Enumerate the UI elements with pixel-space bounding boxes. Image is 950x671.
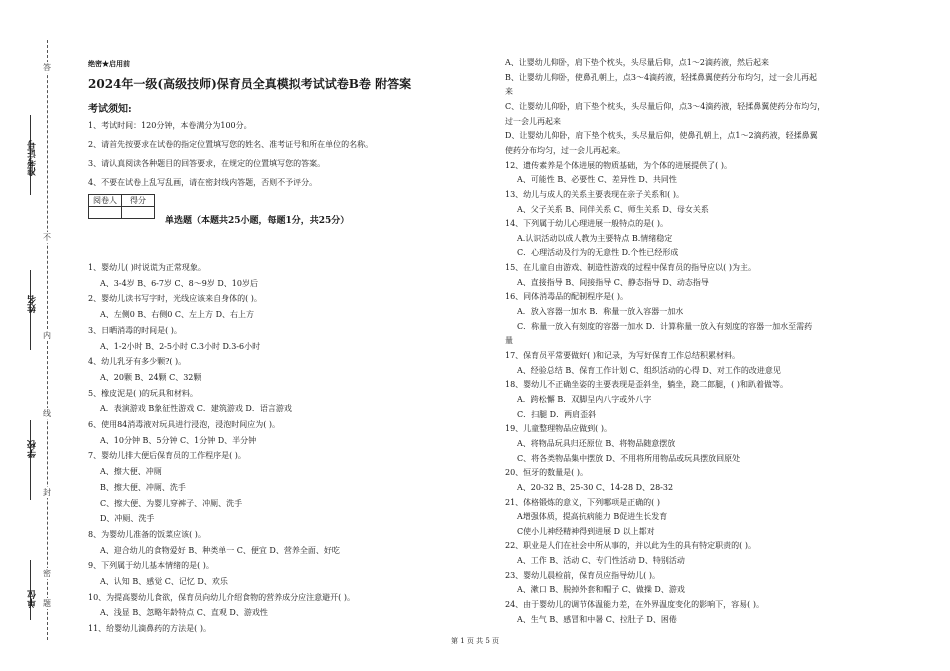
section-heading: 单选题（本题共25小题，每题1分，共25分） — [165, 216, 350, 226]
question-line: A、漱口 B、脱掉外套和帽子 C、做操 D、游戏 — [517, 585, 685, 595]
question-line: A、经验总结 B、保育工作计划 C、组织活动的心得 D、对工作的改进意见 — [517, 365, 781, 375]
question-line: A、左侧0 B、右侧0 C、左上方 D、右上方 — [100, 310, 254, 320]
notice-item: 2、请首先按要求在试卷的指定位置填写您的姓名、准考证号和所在单位的名称。 — [88, 140, 374, 149]
question-line: A、20-32 B、25-30 C、14-28 D、28-32 — [517, 482, 674, 492]
question-line: D、让婴幼儿仰卧，肩下垫个枕头，头尽量后仰，使鼻孔朝上，点1～2滴药液，轻揉鼻翼 — [505, 131, 818, 141]
notice-item: 3、请认真阅读各种题目的回答要求，在规定的位置填写您的答案。 — [88, 159, 326, 168]
secret-mark: 绝密★启用前 — [88, 59, 130, 68]
question-line: A．放入容器一加水 B．称量一放入容器一加水 — [517, 307, 684, 317]
question-line: A、擦大便、冲厕 — [100, 467, 162, 477]
notice-heading: 考试须知: — [88, 104, 132, 115]
question-line: 19、儿童整理物品应做到( )。 — [505, 424, 612, 434]
question-line: 4、幼儿乳牙有多少颗?( )。 — [88, 357, 187, 367]
question-line: C使小儿神经精神得到进展 D 以上都对 — [517, 526, 655, 536]
question-line: A、工作 B、活动 C、专门性活动 D、特别活动 — [517, 556, 685, 566]
question-line: 来 — [505, 87, 513, 97]
question-line: 15、在儿童自由游戏、制造性游戏的过程中保育员的指导应以( )为主。 — [505, 263, 756, 273]
question-line: 20、恒牙的数量是( )。 — [505, 468, 588, 478]
question-line: A、直接指导 B、间接指导 C、静态指导 D、动态指导 — [517, 277, 709, 287]
question-line: 8、为婴幼儿准备的饭菜应该( )。 — [88, 529, 206, 539]
question-line: A、将物品玩具归还原位 B、将物品随意摆放 — [517, 438, 676, 448]
question-line: A、父子关系 B、同伴关系 C、师生关系 D、母女关系 — [517, 204, 709, 214]
question-line: 16、同体消毒品的配制程序是( )。 — [505, 292, 628, 302]
question-line: A、20颗 B、24颗 C、32颗 — [100, 372, 202, 382]
question-line: 21、体格锻炼的意义，下列哪项是正确的( ) — [505, 497, 660, 507]
notice-item: 4、不要在试卷上乱写乱画，请在密封线内答题，否则不予评分。 — [88, 178, 318, 187]
question-line: A、可能性 B、必要性 C、差异性 D、共同性 — [517, 175, 677, 185]
school-underline — [30, 420, 31, 500]
question-line: 使药分布均匀，过一会儿再起来。 — [505, 145, 625, 155]
margin-tick: 答 — [43, 63, 51, 72]
name-label: 姓名 — [28, 295, 38, 313]
page-footer: 第 1 页 共 5 页 — [450, 637, 500, 645]
score-table — [88, 194, 155, 219]
margin-tick: 题 — [43, 599, 51, 608]
question-line: A、让婴幼儿仰卧，肩下垫个枕头，头尽量后仰，点1～2滴药液，然后起来 — [505, 58, 769, 67]
question-line: 1、婴幼儿( )时说谎为正常现象。 — [88, 263, 206, 272]
question-line: A、3-4岁 B、6-7岁 C、8～9岁 D、10岁后 — [100, 278, 258, 288]
question-line: 10、为提高婴幼儿食欲，保育员向幼儿介绍食物的营养成分应注意避开( )。 — [88, 592, 355, 602]
question-line: 13、幼儿与成人的关系主要表现在亲子关系和( )。 — [505, 189, 684, 199]
question-line: 7、婴幼儿排大便后保育员的工作程序是( )。 — [88, 451, 246, 461]
question-line: 18、婴幼儿不正确坐姿的主要表现是歪斜坐，躺坐，跷二郎腿，( )和趴着做等。 — [505, 380, 788, 390]
question-line: 22、职业是人们在社会中所从事的，并以此为生的具有特定职责的( )。 — [505, 541, 756, 551]
score-input-cell[interactable] — [122, 207, 155, 219]
question-line: A、浅显 B、忽略年龄特点 C、直观 D、游戏性 — [100, 608, 268, 618]
question-line: 17、保育员平常要做好( )和记录，为写好保育工作总结积累材料。 — [505, 351, 740, 360]
notice-item: 1、考试时间：120分钟，本卷满分为100分。 — [88, 121, 252, 130]
question-line: 11、给婴幼儿滴鼻药的方法是( )。 — [88, 624, 211, 634]
question-line: 3、日晒消毒的时间是( )。 — [88, 325, 182, 335]
score-cell: 得分 — [122, 195, 155, 207]
margin-tick: 内 — [43, 331, 51, 340]
exam-number-label: 准考证号 — [28, 140, 38, 176]
question-line: 24、由于婴幼儿的调节体温能力差，在外界温度变化的影响下，容易( )。 — [505, 600, 764, 610]
question-line: 9、下列属于幼儿基本情绪的是( )。 — [88, 561, 214, 571]
question-line: 6、使用84消毒液对玩具进行浸泡，浸泡时间应为( )。 — [88, 420, 281, 429]
question-line: A增强体质，提高抗病能力 B促进生长发育 — [517, 512, 668, 522]
question-line: C、让婴幼儿仰卧，肩下垫个枕头，头尽量后仰，点3～4滴药液，轻揉鼻翼使药分布均匀， — [505, 101, 826, 111]
unit-label: 单位 — [28, 590, 38, 608]
question-line: B、让婴幼儿仰卧，使鼻孔朝上，点3～4滴药液，轻揉鼻翼使药分布均匀，过一会儿再起 — [505, 72, 818, 82]
grader-input-cell[interactable] — [89, 207, 122, 219]
question-line: C、擦大便、为婴儿穿裤子、冲厕、洗手 — [100, 498, 243, 508]
question-line: C．扫腿 D．两肩歪斜 — [517, 409, 597, 419]
question-line: 23、婴幼儿晨检前，保育员应指导幼儿( )。 — [505, 570, 660, 580]
margin-tick: 不 — [43, 233, 51, 242]
question-line: 5、橡皮泥是( )的玩具和材料。 — [88, 388, 198, 398]
question-line: A、迎合幼儿的食物爱好 B、种类单一 C、便宜 D、营养全面、好吃 — [100, 545, 340, 555]
binding-margin — [0, 0, 60, 671]
question-line: C、将各类物品集中摆放 D、不用将所用物品或玩具摆放回原处 — [517, 453, 741, 463]
question-line: 2、婴幼儿读书写字时，光线应该来自身体的( )。 — [88, 294, 262, 304]
question-line: A、认知 B、感觉 C、记忆 D、欢乐 — [100, 577, 228, 586]
question-line: A、生气 B、感冒和中暑 C、拉肚子 D、困倦 — [517, 614, 677, 624]
grader-cell: 阅卷人 — [89, 195, 122, 207]
margin-tick: 密 — [43, 569, 51, 578]
question-line: A．跨松懈 B．双脚呈内八字或外八字 — [517, 394, 652, 404]
question-line: C．心理活动及行为的无意性 D.个性已经形成 — [517, 248, 679, 258]
question-line: 12、遗传素养是个体进展的物质基础，为个体的进展提供了( )。 — [505, 160, 732, 170]
question-line: 14、下列属于幼儿心理进展一般特点的是( )。 — [505, 219, 668, 229]
question-line: A、1-2小时 B、2-5小时 C.3小时 D.3-6小时 — [100, 341, 261, 351]
question-line: 量 — [505, 336, 513, 346]
question-line: D、冲厕、洗手 — [100, 514, 155, 524]
school-label: 学校 — [28, 440, 38, 458]
margin-tick: 封 — [43, 488, 51, 497]
question-line: B、擦大便、冲厕、洗手 — [100, 482, 186, 492]
question-line: A．表演游戏 B象征性游戏 C．建筑游戏 D．语言游戏 — [100, 404, 292, 414]
question-line: C．称量一放入有刻度的容器一加水 D．计算称量一放入有刻度的容器一加水至需药 — [517, 321, 813, 331]
margin-tick: 线 — [43, 409, 51, 418]
question-line: A.认识活动以成人教为主要特点 B.情绪稳定 — [517, 233, 673, 243]
question-line: 过一会儿再起来 — [505, 116, 561, 126]
page-title: 2024年一级(高级技师)保育员全真模拟考试试卷B卷 附答案 — [88, 77, 412, 91]
question-line: A、10分钟 B、5分钟 C、1分钟 D、半分钟 — [100, 435, 257, 445]
